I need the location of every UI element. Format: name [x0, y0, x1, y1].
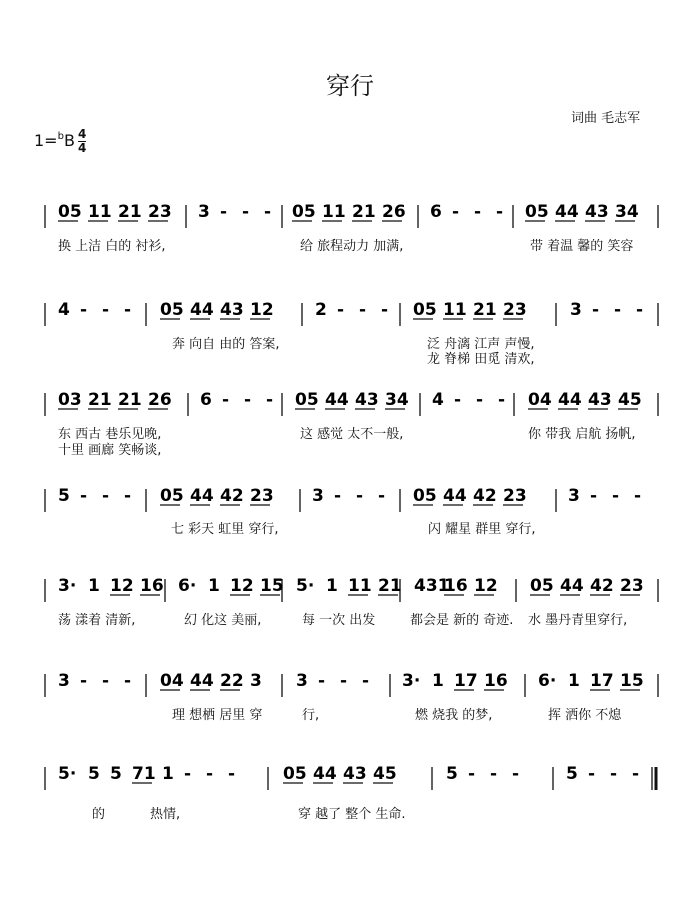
- note-token: -: [356, 486, 364, 506]
- note-token: 1: [162, 764, 174, 784]
- note-token: 1: [208, 576, 220, 596]
- meter-bottom: 4: [77, 141, 87, 155]
- note-token: 3: [296, 671, 308, 691]
- lyric-line: 东 西古 巷乐见晚,: [58, 427, 162, 442]
- note-token: -: [612, 486, 620, 506]
- note-token: 1: [326, 576, 338, 596]
- note-token: -: [610, 764, 618, 784]
- time-signature: [78, 128, 86, 155]
- note-token: 21: [118, 390, 142, 410]
- note-token: 16: [444, 576, 468, 596]
- note-token: 42: [590, 576, 614, 596]
- lyric-line: 泛 舟漓 江声 声慢,: [427, 337, 535, 352]
- note-token: 3: [58, 671, 70, 691]
- note-token: 1: [568, 671, 580, 691]
- note-token: 05: [160, 486, 184, 506]
- note-token: 21: [118, 202, 142, 222]
- note-token: -: [102, 300, 110, 320]
- note-token: -: [80, 300, 88, 320]
- note-token: -: [318, 671, 326, 691]
- note-token: -: [222, 390, 230, 410]
- note-token: 1: [432, 671, 444, 691]
- note-token: 05: [58, 202, 82, 222]
- note-token: 43: [585, 202, 609, 222]
- note-token: -: [636, 300, 644, 320]
- note-token: 12: [230, 576, 254, 596]
- note-token: 05: [530, 576, 554, 596]
- note-token: -: [184, 764, 192, 784]
- note-token: -: [80, 486, 88, 506]
- note-token: 4: [432, 390, 444, 410]
- note-token: -: [124, 486, 132, 506]
- lyric-line: 的: [92, 807, 106, 822]
- lyric-line: 都会是 新的 奇迹.: [410, 613, 514, 628]
- note-token: 431: [414, 576, 450, 596]
- note-token: 3: [250, 671, 262, 691]
- note-token: -: [474, 202, 482, 222]
- lyric-line: 荡 漾着 清新,: [58, 613, 136, 628]
- note-token: 12: [474, 576, 498, 596]
- note-token: -: [266, 390, 274, 410]
- note-token: -: [334, 486, 342, 506]
- note-token: 26: [382, 202, 406, 222]
- note-token: 11: [443, 300, 467, 320]
- note-token: 42: [220, 486, 244, 506]
- note-token: 12: [250, 300, 274, 320]
- note-token: -: [634, 486, 642, 506]
- note-token: -: [454, 390, 462, 410]
- note-token: 44: [313, 764, 337, 784]
- note-token: 23: [620, 576, 644, 596]
- note-token: 44: [325, 390, 349, 410]
- meter-top: 4: [77, 127, 87, 141]
- note-token: 12: [110, 576, 134, 596]
- note-token: 45: [373, 764, 397, 784]
- note-token: 5: [58, 486, 70, 506]
- note-token: 6·: [178, 576, 197, 596]
- note-token: 3: [568, 486, 580, 506]
- note-token: -: [228, 764, 236, 784]
- note-token: 05: [295, 390, 319, 410]
- note-token: 5: [446, 764, 458, 784]
- note-token: 43: [343, 764, 367, 784]
- note-token: 17: [454, 671, 478, 691]
- note-token: -: [588, 764, 596, 784]
- note-token: 44: [558, 390, 582, 410]
- note-token: 11: [348, 576, 372, 596]
- lyric-line: 这 感觉 太不一般,: [300, 427, 404, 442]
- note-token: 71: [132, 764, 156, 784]
- note-token: 34: [385, 390, 409, 410]
- lyric-line: 每 一次 出发: [302, 613, 376, 628]
- note-token: 22: [220, 671, 244, 691]
- staff-1: [0, 190, 700, 300]
- note-token: 44: [443, 486, 467, 506]
- lyric-line: 行,: [302, 708, 320, 723]
- lyric-line: 幻 化这 美丽,: [184, 613, 262, 628]
- note-token: 44: [555, 202, 579, 222]
- note-token: -: [614, 300, 622, 320]
- note-token: -: [244, 390, 252, 410]
- note-token: -: [490, 764, 498, 784]
- note-token: -: [498, 390, 506, 410]
- lyric-line: 挥 洒你 不熄: [548, 708, 622, 723]
- note-token: -: [264, 202, 272, 222]
- lyric-line: 换 上洁 白的 衬衫,: [58, 239, 166, 254]
- key-note: B: [63, 131, 75, 150]
- note-token: -: [592, 300, 600, 320]
- note-token: -: [452, 202, 460, 222]
- note-token: 21: [352, 202, 376, 222]
- lyric-line: 带 着温 馨的 笑容: [530, 239, 634, 254]
- note-token: -: [359, 300, 367, 320]
- note-token: 5: [88, 764, 100, 784]
- lyric-line: 七 彩天 虹里 穿行,: [171, 522, 279, 537]
- note-token: 15: [260, 576, 284, 596]
- note-token: -: [476, 390, 484, 410]
- note-token: 3·: [402, 671, 421, 691]
- note-token: 04: [528, 390, 552, 410]
- note-token: 16: [484, 671, 508, 691]
- note-token: -: [632, 764, 640, 784]
- note-token: 05: [413, 486, 437, 506]
- note-token: 04: [160, 671, 184, 691]
- note-token: -: [512, 764, 520, 784]
- staff-7: [0, 758, 700, 868]
- note-token: 05: [283, 764, 307, 784]
- key-prefix: 1=: [34, 131, 58, 150]
- lyric-line: 你 带我 启航 扬帆,: [528, 427, 636, 442]
- note-token: 5: [110, 764, 122, 784]
- lyric-line: 燃 烧我 的梦,: [415, 708, 493, 723]
- note-token: -: [378, 486, 386, 506]
- lyric-line: 龙 脊梯 田觅 清欢,: [427, 352, 535, 367]
- note-token: 05: [525, 202, 549, 222]
- lyric-line: 水 墨丹青里穿行,: [528, 613, 628, 628]
- note-token: 3·: [58, 576, 77, 596]
- note-token: -: [496, 202, 504, 222]
- note-token: 34: [615, 202, 639, 222]
- note-token: 05: [292, 202, 316, 222]
- key-signature: [34, 128, 86, 155]
- composer-credit: 词曲 毛志军: [571, 111, 641, 126]
- note-token: 44: [560, 576, 584, 596]
- lyric-line: 闪 耀星 群里 穿行,: [428, 522, 536, 537]
- note-token: -: [102, 671, 110, 691]
- note-token: -: [124, 300, 132, 320]
- note-token: 1: [88, 576, 100, 596]
- note-token: 6: [430, 202, 442, 222]
- lyric-line: 理 想栖 居里 穿: [172, 708, 263, 723]
- note-token: 44: [190, 300, 214, 320]
- lyric-line: 十里 画廊 笑畅谈,: [58, 443, 162, 458]
- staff-5: [0, 570, 700, 680]
- note-token: 3: [570, 300, 582, 320]
- note-token: 16: [140, 576, 164, 596]
- note-token: 43: [220, 300, 244, 320]
- note-token: 43: [588, 390, 612, 410]
- note-token: 6·: [538, 671, 557, 691]
- note-token: 23: [503, 486, 527, 506]
- note-token: -: [242, 202, 250, 222]
- note-token: 45: [618, 390, 642, 410]
- note-token: 03: [58, 390, 82, 410]
- lyric-line: 奔 向自 由的 答案,: [172, 337, 280, 352]
- note-token: -: [337, 300, 345, 320]
- note-token: 23: [148, 202, 172, 222]
- song-title: 穿行: [326, 72, 374, 100]
- note-token: 5·: [296, 576, 315, 596]
- note-token: 42: [473, 486, 497, 506]
- note-token: -: [124, 671, 132, 691]
- note-token: 5·: [58, 764, 77, 784]
- note-token: 11: [88, 202, 112, 222]
- note-token: -: [220, 202, 228, 222]
- note-token: -: [381, 300, 389, 320]
- note-token: 44: [190, 671, 214, 691]
- note-token: -: [590, 486, 598, 506]
- note-token: 05: [160, 300, 184, 320]
- note-token: 23: [250, 486, 274, 506]
- note-token: -: [340, 671, 348, 691]
- lyric-line: 给 旅程动力 加满,: [300, 239, 404, 254]
- note-token: 6: [200, 390, 212, 410]
- note-token: 3: [312, 486, 324, 506]
- note-token: -: [468, 764, 476, 784]
- lyric-line: 穿 越了 整个 生命.: [298, 807, 406, 822]
- note-token: 44: [190, 486, 214, 506]
- note-token: -: [80, 671, 88, 691]
- note-token: 23: [503, 300, 527, 320]
- note-token: 21: [473, 300, 497, 320]
- note-token: 5: [566, 764, 578, 784]
- note-token: 26: [148, 390, 172, 410]
- note-token: 3: [198, 202, 210, 222]
- note-token: 2: [315, 300, 327, 320]
- lyric-line: 热情,: [150, 807, 181, 822]
- note-token: -: [102, 486, 110, 506]
- note-token: 21: [88, 390, 112, 410]
- note-token: 17: [590, 671, 614, 691]
- note-token: 43: [355, 390, 379, 410]
- key-flat: b: [57, 131, 64, 142]
- note-token: 21: [378, 576, 402, 596]
- note-token: 05: [413, 300, 437, 320]
- note-token: 4: [58, 300, 70, 320]
- note-token: 11: [322, 202, 346, 222]
- note-token: -: [206, 764, 214, 784]
- note-token: 15: [620, 671, 644, 691]
- note-token: -: [362, 671, 370, 691]
